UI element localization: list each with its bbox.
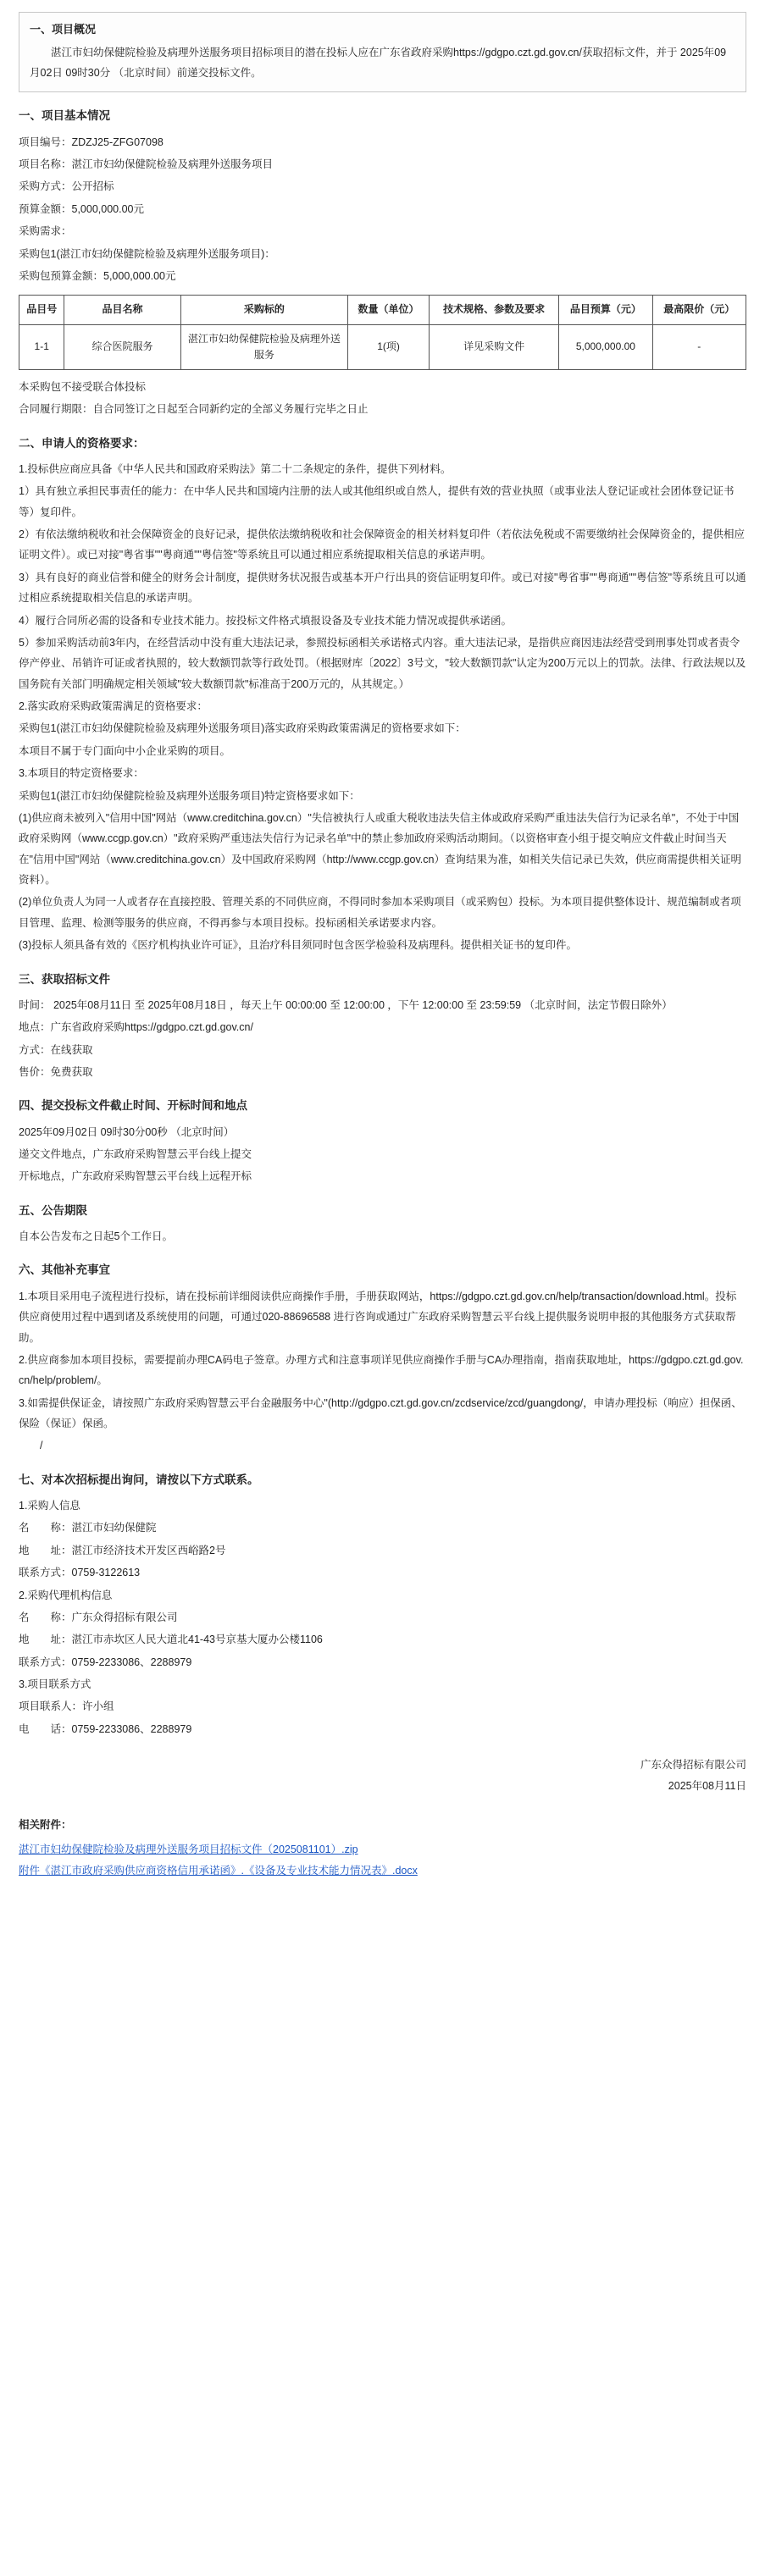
section-heading-deadline: 四、提交投标文件截止时间、开标时间和地点 <box>19 1099 247 1113</box>
cell-quantity: 1(项) <box>348 324 430 369</box>
get-documents-line: 方式：在线获取 <box>19 1043 93 1056</box>
basic-info-line: 项目编号：ZDZJ25-ZFG07098 <box>19 135 164 148</box>
table-header-row <box>19 296 746 324</box>
other-matters-item: 2.供应商参加本项目投标，需要提前办理CA码电子签章。办理方式和注意事项详见供应商操作手册与CA办理指南，指南获取地址，https://gdgpo.czt.gd.gov.cn/help/problem/。 <box>19 1353 744 1387</box>
col-max-price: 最高限价（元） <box>652 296 746 324</box>
qualification-item: 本项目不属于专门面向中小企业采购的项目。 <box>19 744 231 757</box>
signature-date: 2025年08月11日 <box>668 1780 746 1793</box>
basic-info-line: 预算金额：5,000,000.00元 <box>19 202 144 215</box>
qualification-item: 2.落实政府采购政策需满足的资格要求： <box>19 700 208 713</box>
signature-company: 广东众得招标有限公司 <box>640 1759 746 1772</box>
deadline-line: 开标地点，广东政府采购智慧云平台线上远程开标 <box>19 1170 252 1183</box>
col-item-name: 品目名称 <box>64 296 180 324</box>
contact-line: 联系方式：0759-3122613 <box>19 1567 141 1579</box>
attachments-section <box>19 1816 746 1882</box>
attachments-title: 相关附件： <box>19 1819 72 1832</box>
cell-item-no: 1-1 <box>19 324 64 369</box>
project-overview-title: 一、项目概况 <box>30 23 97 36</box>
col-item-no: 品目号 <box>19 296 64 324</box>
col-tech-spec: 技术规格、参数及要求 <box>430 296 559 324</box>
qualification-item: 3.本项目的特定资格要求： <box>19 767 144 780</box>
get-documents-line: 时间： 2025年08月11日 至 2025年08月18日 ，每天上午 00:00:00 至 12:00:00 ，下午 12:00:00 至 23:59:59 （北京时间，法定节假日除外） <box>19 998 673 1011</box>
contact-line: 名 称：广东众得招标有限公司 <box>19 1611 178 1623</box>
section-heading-basic-info: 一、项目基本情况 <box>19 109 110 123</box>
section-heading-get-documents: 三、获取招标文件 <box>19 972 110 986</box>
contact-line: 地 址：湛江市经济技术开发区西峪路2号 <box>19 1544 226 1556</box>
basic-info-line: 采购需求： <box>19 225 72 238</box>
contact-line: 项目联系人：许小组 <box>19 1700 114 1713</box>
qualification-item: 3）具有良好的商业信誉和健全的财务会计制度，提供财务状况报告或基本开户行出具的资信证明复印件。或已对接"粤省事""粤商通""粤信签"等系统且可以通过相应系统提取相关信息的承诺声明。 <box>19 571 746 605</box>
deadline-line: 2025年09月02日 09时30分00秒 （北京时间） <box>19 1125 235 1138</box>
other-matters-item: / <box>40 1440 43 1452</box>
qualification-item: 2）有依法缴纳税收和社会保障资金的良好记录，提供依法缴纳税收和社会保障资金的相关材料复印件（若依法免税或不需要缴纳社会保障资金的，提供相应证明文件）。或已对接"粤省事""粤商通""粤信签"等系统且可以通过相应系统提取相关信息的承诺声明。 <box>19 528 745 561</box>
contact-line: 联系方式：0759-2233086、2288979 <box>19 1656 192 1668</box>
basic-info-line: 项目名称：湛江市妇幼保健院检验及病理外送服务项目 <box>19 158 274 171</box>
package-budget: 采购包预算金额：5,000,000.00元 <box>19 269 176 282</box>
contact-line: 电 话：0759-2233086、2288979 <box>19 1722 192 1735</box>
contact-group-title: 1.采购人信息 <box>19 1500 80 1512</box>
qualification-item: 4）履行合同所必需的设备和专业技术能力。按投标文件格式填报设备及专业技术能力情况或提供承诺函。 <box>19 614 512 627</box>
qualification-item: (2)单位负责人为同一人或者存在直接控股、管理关系的不同供应商，不得同时参加本采购项目（或采购包）投标。为本项目提供整体设计、规范编制或者项目管理、监理、检测等服务的供应商，不得再参与本项目投标。投标函相关承诺要求内容。 <box>19 896 741 929</box>
other-matters-item: 1.本项目采用电子流程进行投标，请在投标前详细阅读供应商操作手册，手册获取网站，https://gdgpo.czt.gd.gov.cn/help/transaction/download.html。投标供应商使用过程中遇到诸及系统使用的问题，可通过020-88696588 进行咨询或通过广东政府采购智慧云平台线上提供服务说明申报的其他服务方式获取帮助。 <box>19 1290 737 1344</box>
basic-info-line: 采购方式：公开招标 <box>19 180 114 193</box>
qualification-item: 采购包1(湛江市妇幼保健院检验及病理外送服务项目)落实政府采购政策需满足的资格要求如下： <box>19 722 466 735</box>
qualification-item: 5）参加采购活动前3年内，在经营活动中没有重大违法记录，参照投标函相关承诺格式内容。重大违法记录，是指供应商因违法经营受到刑事处罚或者责令停产停业、吊销许可证或者执照的，较大数额罚款等行政处罚。（根据财库〔2022〕3号文，"较大数额罚款"认定为200万元以上的罚款。法律、行政法规以及国务院有关部门明确规定相关领域"较大数额罚款"标准高于200万元的，从其规定。） <box>19 636 746 690</box>
get-documents-line: 售价：免费获取 <box>19 1066 93 1079</box>
section-heading-qualifications: 二、申请人的资格要求： <box>19 436 145 450</box>
package-title: 采购包1(湛江市妇幼保健院检验及病理外送服务项目)： <box>19 247 275 260</box>
table-row <box>19 324 746 369</box>
section-heading-announcement-period: 五、公告期限 <box>19 1203 87 1217</box>
announcement-period-line: 自本公告发布之日起5个工作日。 <box>19 1230 173 1243</box>
cell-item-budget: 5,000,000.00 <box>559 324 652 369</box>
get-documents-line: 地点：广东省政府采购https://gdgpo.czt.gd.gov.cn/ <box>19 1021 253 1034</box>
deadline-line: 递交文件地点，广东政府采购智慧云平台线上提交 <box>19 1148 252 1161</box>
attachment-link[interactable]: 湛江市妇幼保健院检验及病理外送服务项目招标文件（2025081101）.zip <box>19 1843 358 1855</box>
qualification-item: (3)投标人须具备有效的《医疗机构执业许可证》，且治疗科目须同时包含医学检验科及病理科。提供相关证书的复印件。 <box>19 939 578 952</box>
procurement-items-table <box>19 295 746 370</box>
col-quantity: 数量（单位） <box>348 296 430 324</box>
project-overview-box <box>19 12 746 92</box>
contact-line: 名 称：湛江市妇幼保健院 <box>19 1522 157 1534</box>
contact-group-title: 2.采购代理机构信息 <box>19 1589 113 1601</box>
cell-max-price: - <box>652 324 746 369</box>
col-procurement-target: 采购标的 <box>180 296 347 324</box>
cell-tech-spec: 详见采购文件 <box>430 324 559 369</box>
project-overview-body: 湛江市妇幼保健院检验及病理外送服务项目招标项目的潜在投标人应在广东省政府采购https://gdgpo.czt.gd.gov.cn/获取招标文件，并于 2025年09月02日 09时30分 （北京时间）前递交投标文件。 <box>30 46 727 80</box>
other-matters-item: 3.如需提供保证金，请按照广东政府采购智慧云平台金融服务中心"(http://gdgpo.czt.gd.gov.cn/zcdservice/zcd/guangdong/，申请办理投标（响应）担保函、保险（保证）保函。 <box>19 1396 742 1430</box>
signature-block <box>19 1755 746 1797</box>
qualification-item: (1)供应商未被列入"信用中国"网站（www.creditchina.gov.cn）"失信被执行人或重大税收违法失信主体或政府采购严重违法失信行为记录名单"，不处于中国政府采购网（www.ccgp.gov.cn）"政府采购严重违法失信行为记录名单"中的禁止参加政府采购活动期间。（以资格审查小组于提交响应文件截止时间当天在"信用中国"网站（www.creditchina.gov.cn）及中国政府采购网（http://www.ccgp.gov.cn）查询结果为准，如相关失信记录已失效，供应商需提供相关证明资料）。 <box>19 811 741 887</box>
cell-item-name: 综合医院服务 <box>64 324 180 369</box>
package-note: 本采购包不接受联合体投标 <box>19 380 147 393</box>
qualification-item: 采购包1(湛江市妇幼保健院检验及病理外送服务项目)特定资格要求如下： <box>19 789 360 802</box>
contract-period: 合同履行期限：自合同签订之日起至合同新约定的全部义务履行完毕之日止 <box>19 403 369 416</box>
attachment-link[interactable]: 附件《湛江市政府采购供应商资格信用承诺函》.《设备及专业技术能力情况表》.docx <box>19 1864 418 1877</box>
contact-line: 地 址：湛江市赤坎区人民大道北41-43号京基大厦办公楼1106 <box>19 1633 323 1646</box>
qualification-item: 1.投标供应商应具备《中华人民共和国政府采购法》第二十二条规定的条件，提供下列材料。 <box>19 462 452 475</box>
section-heading-contact: 七、对本次招标提出询问，请按以下方式联系。 <box>19 1473 259 1486</box>
col-item-budget: 品目预算（元） <box>559 296 652 324</box>
section-heading-other-matters: 六、其他补充事宜 <box>19 1263 110 1277</box>
qualification-item: 1）具有独立承担民事责任的能力：在中华人民共和国境内注册的法人或其他组织或自然人，提供有效的营业执照（或事业法人登记证或社会团体登记证书等）复印件。 <box>19 485 735 518</box>
contact-group-title: 3.项目联系方式 <box>19 1678 91 1691</box>
cell-procurement-target: 湛江市妇幼保健院检验及病理外送服务 <box>180 324 347 369</box>
